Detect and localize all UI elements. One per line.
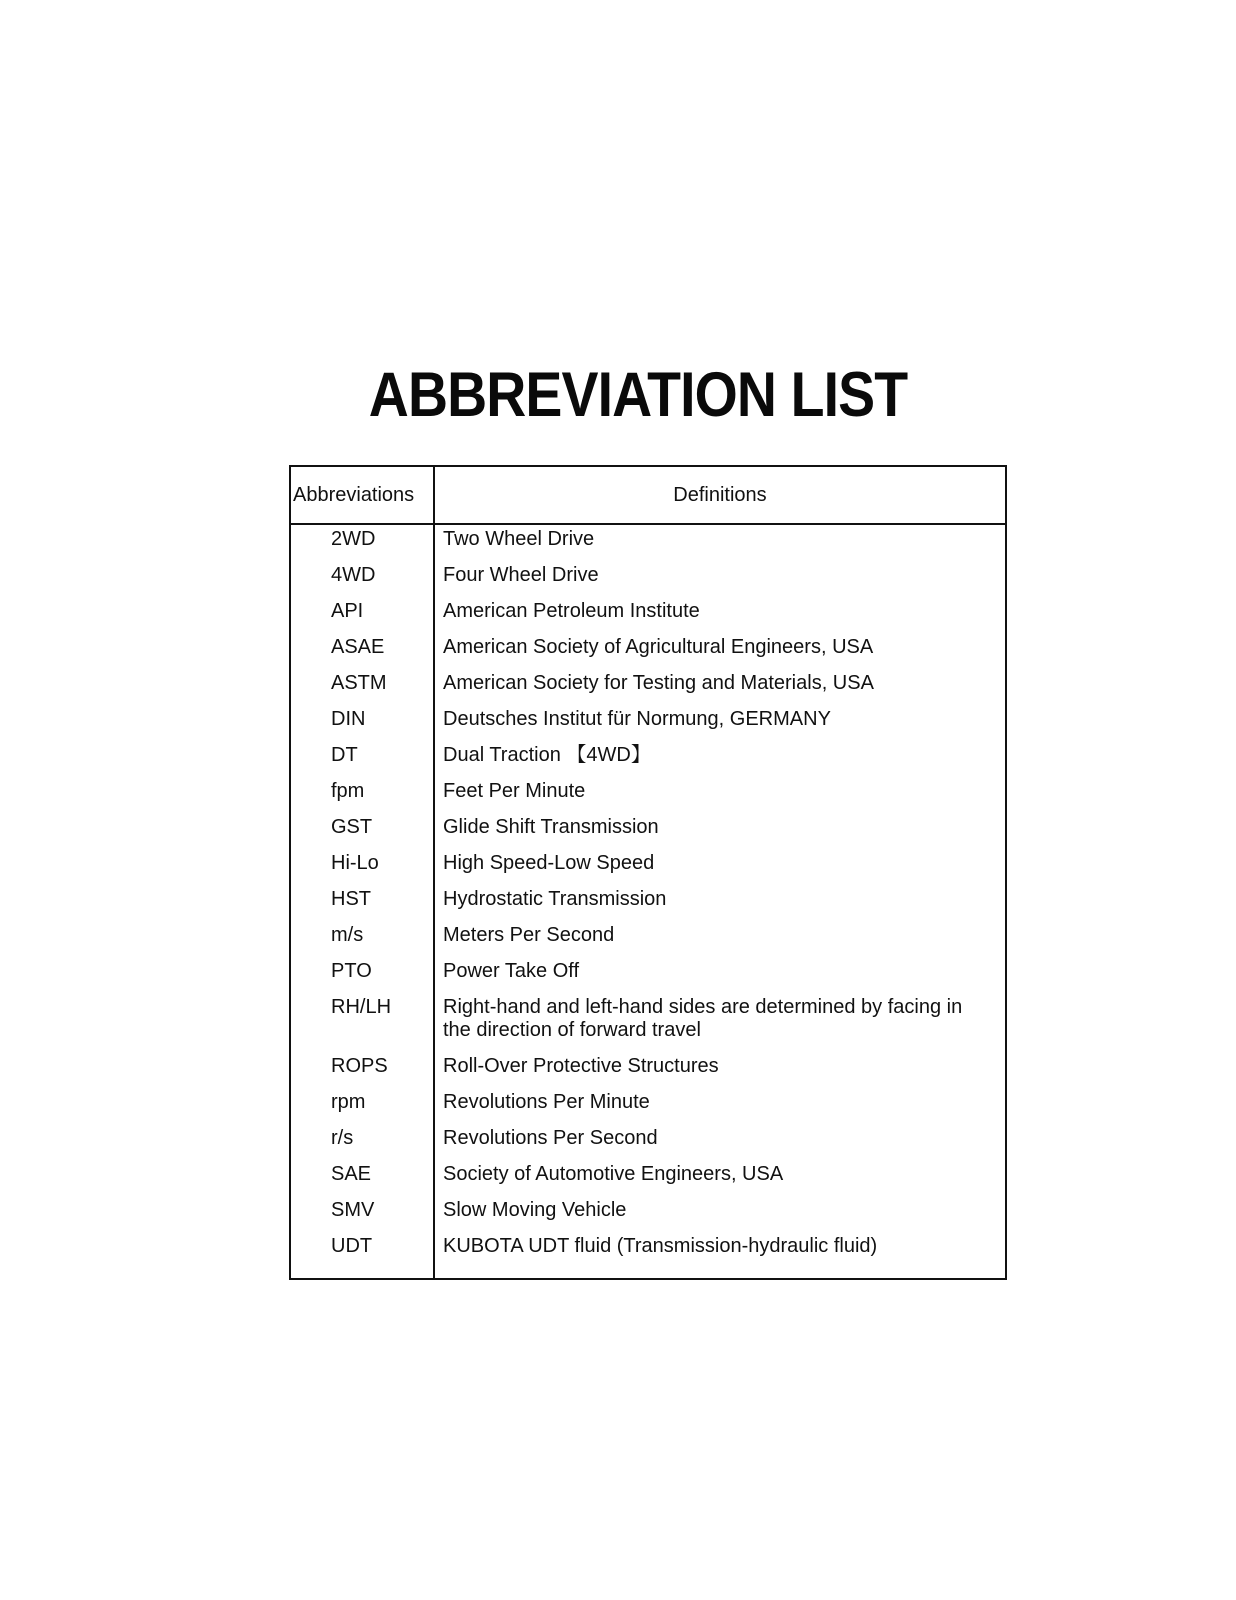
definition-cell: High Speed-Low Speed [443,852,655,874]
table-row [291,1196,1005,1232]
abbreviation-cell: ASAE [331,636,385,658]
abbreviation-cell: DT [331,744,358,766]
abbreviation-cell: PTO [331,960,372,982]
abbreviation-cell: HST [331,888,371,910]
definition-cell: Revolutions Per Second [443,1127,658,1149]
definition-cell: Feet Per Minute [443,780,586,802]
table-row [291,669,1005,705]
table-row [291,993,1005,1052]
definition-cell: Slow Moving Vehicle [443,1199,627,1221]
abbreviation-cell: Hi-Lo [331,852,379,874]
table-row [291,597,1005,633]
table-row [291,885,1005,921]
table-row [291,777,1005,813]
definition-cell: Deutsches Institut für Normung, GERMANY [443,708,831,730]
definition-cell: Right-hand and left-hand sides are determined by facing in the direction of forward travel [443,996,963,1041]
definition-cell: Power Take Off [443,960,579,982]
header-definitions: Definitions [673,484,767,506]
abbreviation-cell: SMV [331,1199,375,1221]
table-row [291,1232,1005,1268]
abbreviation-cell: r/s [331,1127,354,1149]
definition-cell: Dual Traction 【4WD】 [443,744,651,766]
abbreviation-cell: 4WD [331,564,376,586]
definition-cell: American Society of Agricultural Engineers, USA [443,636,874,658]
definition-cell: Society of Automotive Engineers, USA [443,1163,784,1185]
definition-cell: American Petroleum Institute [443,600,700,622]
definition-cell: Meters Per Second [443,924,615,946]
definition-cell: KUBOTA UDT fluid (Transmission-hydraulic fluid) [443,1235,878,1257]
abbreviation-cell: fpm [331,780,365,802]
table-row [291,561,1005,597]
abbreviation-cell: GST [331,816,373,838]
abbreviation-cell: UDT [331,1235,373,1257]
table-row [291,921,1005,957]
table-row [291,705,1005,741]
definition-cell: Hydrostatic Transmission [443,888,667,910]
abbreviation-cell: ROPS [331,1055,388,1077]
table-row [291,525,1005,561]
definition-cell: Four Wheel Drive [443,564,599,586]
abbreviation-cell: RH/LH [331,996,392,1018]
abbreviation-cell: SAE [331,1163,372,1185]
table-row [291,957,1005,993]
definition-cell: Glide Shift Transmission [443,816,659,838]
definition-cell: Revolutions Per Minute [443,1091,650,1113]
table-row [291,741,1005,777]
table-body [291,525,1005,1268]
table-row [291,813,1005,849]
table-row [291,1052,1005,1088]
table-row [291,1124,1005,1160]
abbreviation-cell: DIN [331,708,366,730]
abbreviation-cell: 2WD [331,528,376,550]
abbreviation-cell: m/s [331,924,364,946]
table-row [291,1088,1005,1124]
abbreviation-cell: rpm [331,1091,366,1113]
table-row [291,849,1005,885]
table-row [291,1160,1005,1196]
page-title: ABBREVIATION LIST [368,360,908,430]
definition-cell: American Society for Testing and Materials, USA [443,672,874,694]
definition-cell: Two Wheel Drive [443,528,595,550]
definition-cell: Roll-Over Protective Structures [443,1055,719,1077]
table-header [291,467,1005,525]
table-row [291,633,1005,669]
header-abbreviations: Abbreviations [293,484,415,506]
abbreviation-cell: ASTM [331,672,387,694]
abbreviation-table [289,465,1007,1280]
abbreviation-cell: API [331,600,364,622]
